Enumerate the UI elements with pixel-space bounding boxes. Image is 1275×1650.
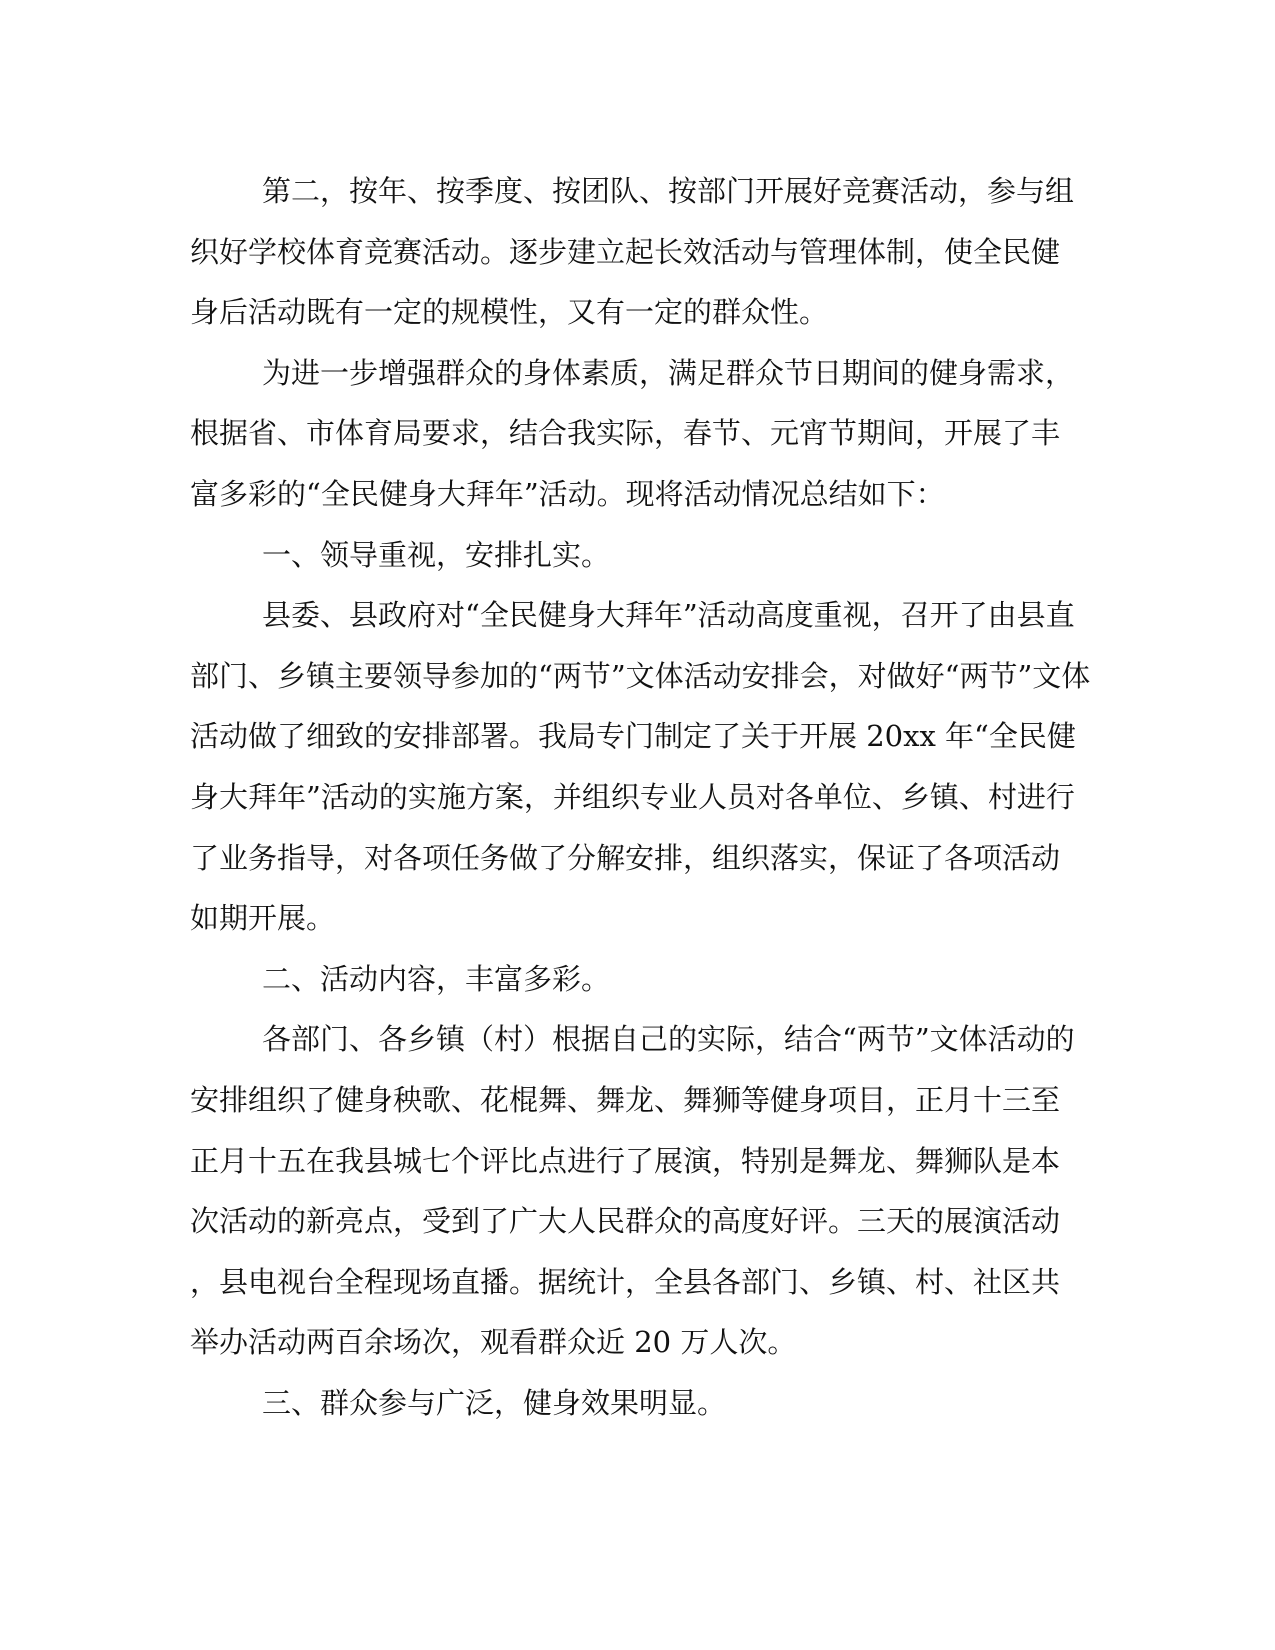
- body-text-line: 次活动的新亮点，受到了广大人民群众的高度好评。三天的展演活动: [190, 1204, 1061, 1239]
- body-text-line: 部门、乡镇主要领导参加的“两节”文体活动安排会，对做好“两节”文体: [190, 658, 1091, 693]
- section-heading: 一、领导重视，安排扎实。: [262, 537, 611, 572]
- body-text-line: 举办活动两百余场次，观看群众近 20 万人次。: [190, 1325, 797, 1360]
- body-text-line: 织好学校体育竞赛活动。逐步建立起长效活动与管理体制，使全民健: [190, 234, 1061, 269]
- body-text-line: 了业务指导，对各项任务做了分解安排，组织落实，保证了各项活动: [190, 840, 1061, 875]
- body-text-line: 身后活动既有一定的规模性，又有一定的群众性。: [190, 295, 829, 330]
- body-text-line: 根据省、市体育局要求，结合我实际，春节、元宵节期间，开展了丰: [190, 416, 1061, 451]
- section-heading: 二、活动内容，丰富多彩。: [262, 961, 611, 996]
- body-text-line: 第二，按年、按季度、按团队、按部门开展好竞赛活动，参与组: [262, 174, 1075, 208]
- body-text-line: 县委、县政府对“全民健身大拜年”活动高度重视，召开了由县直: [262, 598, 1075, 633]
- section-heading: 三、群众参与广泛，健身效果明显。: [262, 1385, 727, 1420]
- body-text-line: 各部门、各乡镇（村）根据自己的实际，结合“两节”文体活动的: [262, 1022, 1075, 1057]
- body-text-line: 富多彩的“全民健身大拜年”活动。现将活动情况总结如下：: [190, 476, 945, 511]
- document-body: [190, 161, 1090, 1433]
- body-text-line: 正月十五在我县城七个评比点进行了展演，特别是舞龙、舞狮队是本: [190, 1143, 1061, 1178]
- body-text-line: 身大拜年”活动的实施方案，并组织专业人员对各单位、乡镇、村进行: [190, 779, 1075, 814]
- body-text-line: 安排组织了健身秧歌、花棍舞、舞龙、舞狮等健身项目，正月十三至: [190, 1082, 1061, 1117]
- body-text-line: 为进一步增强群众的身体素质，满足群众节日期间的健身需求，: [262, 355, 1075, 390]
- body-text-line: ，县电视台全程现场直播。据统计，全县各部门、乡镇、村、社区共: [190, 1264, 1061, 1299]
- body-text-line: 活动做了细致的安排部署。我局专门制定了关于开展 20xx 年“全民健: [190, 719, 1076, 754]
- body-text-line: 如期开展。: [190, 901, 336, 936]
